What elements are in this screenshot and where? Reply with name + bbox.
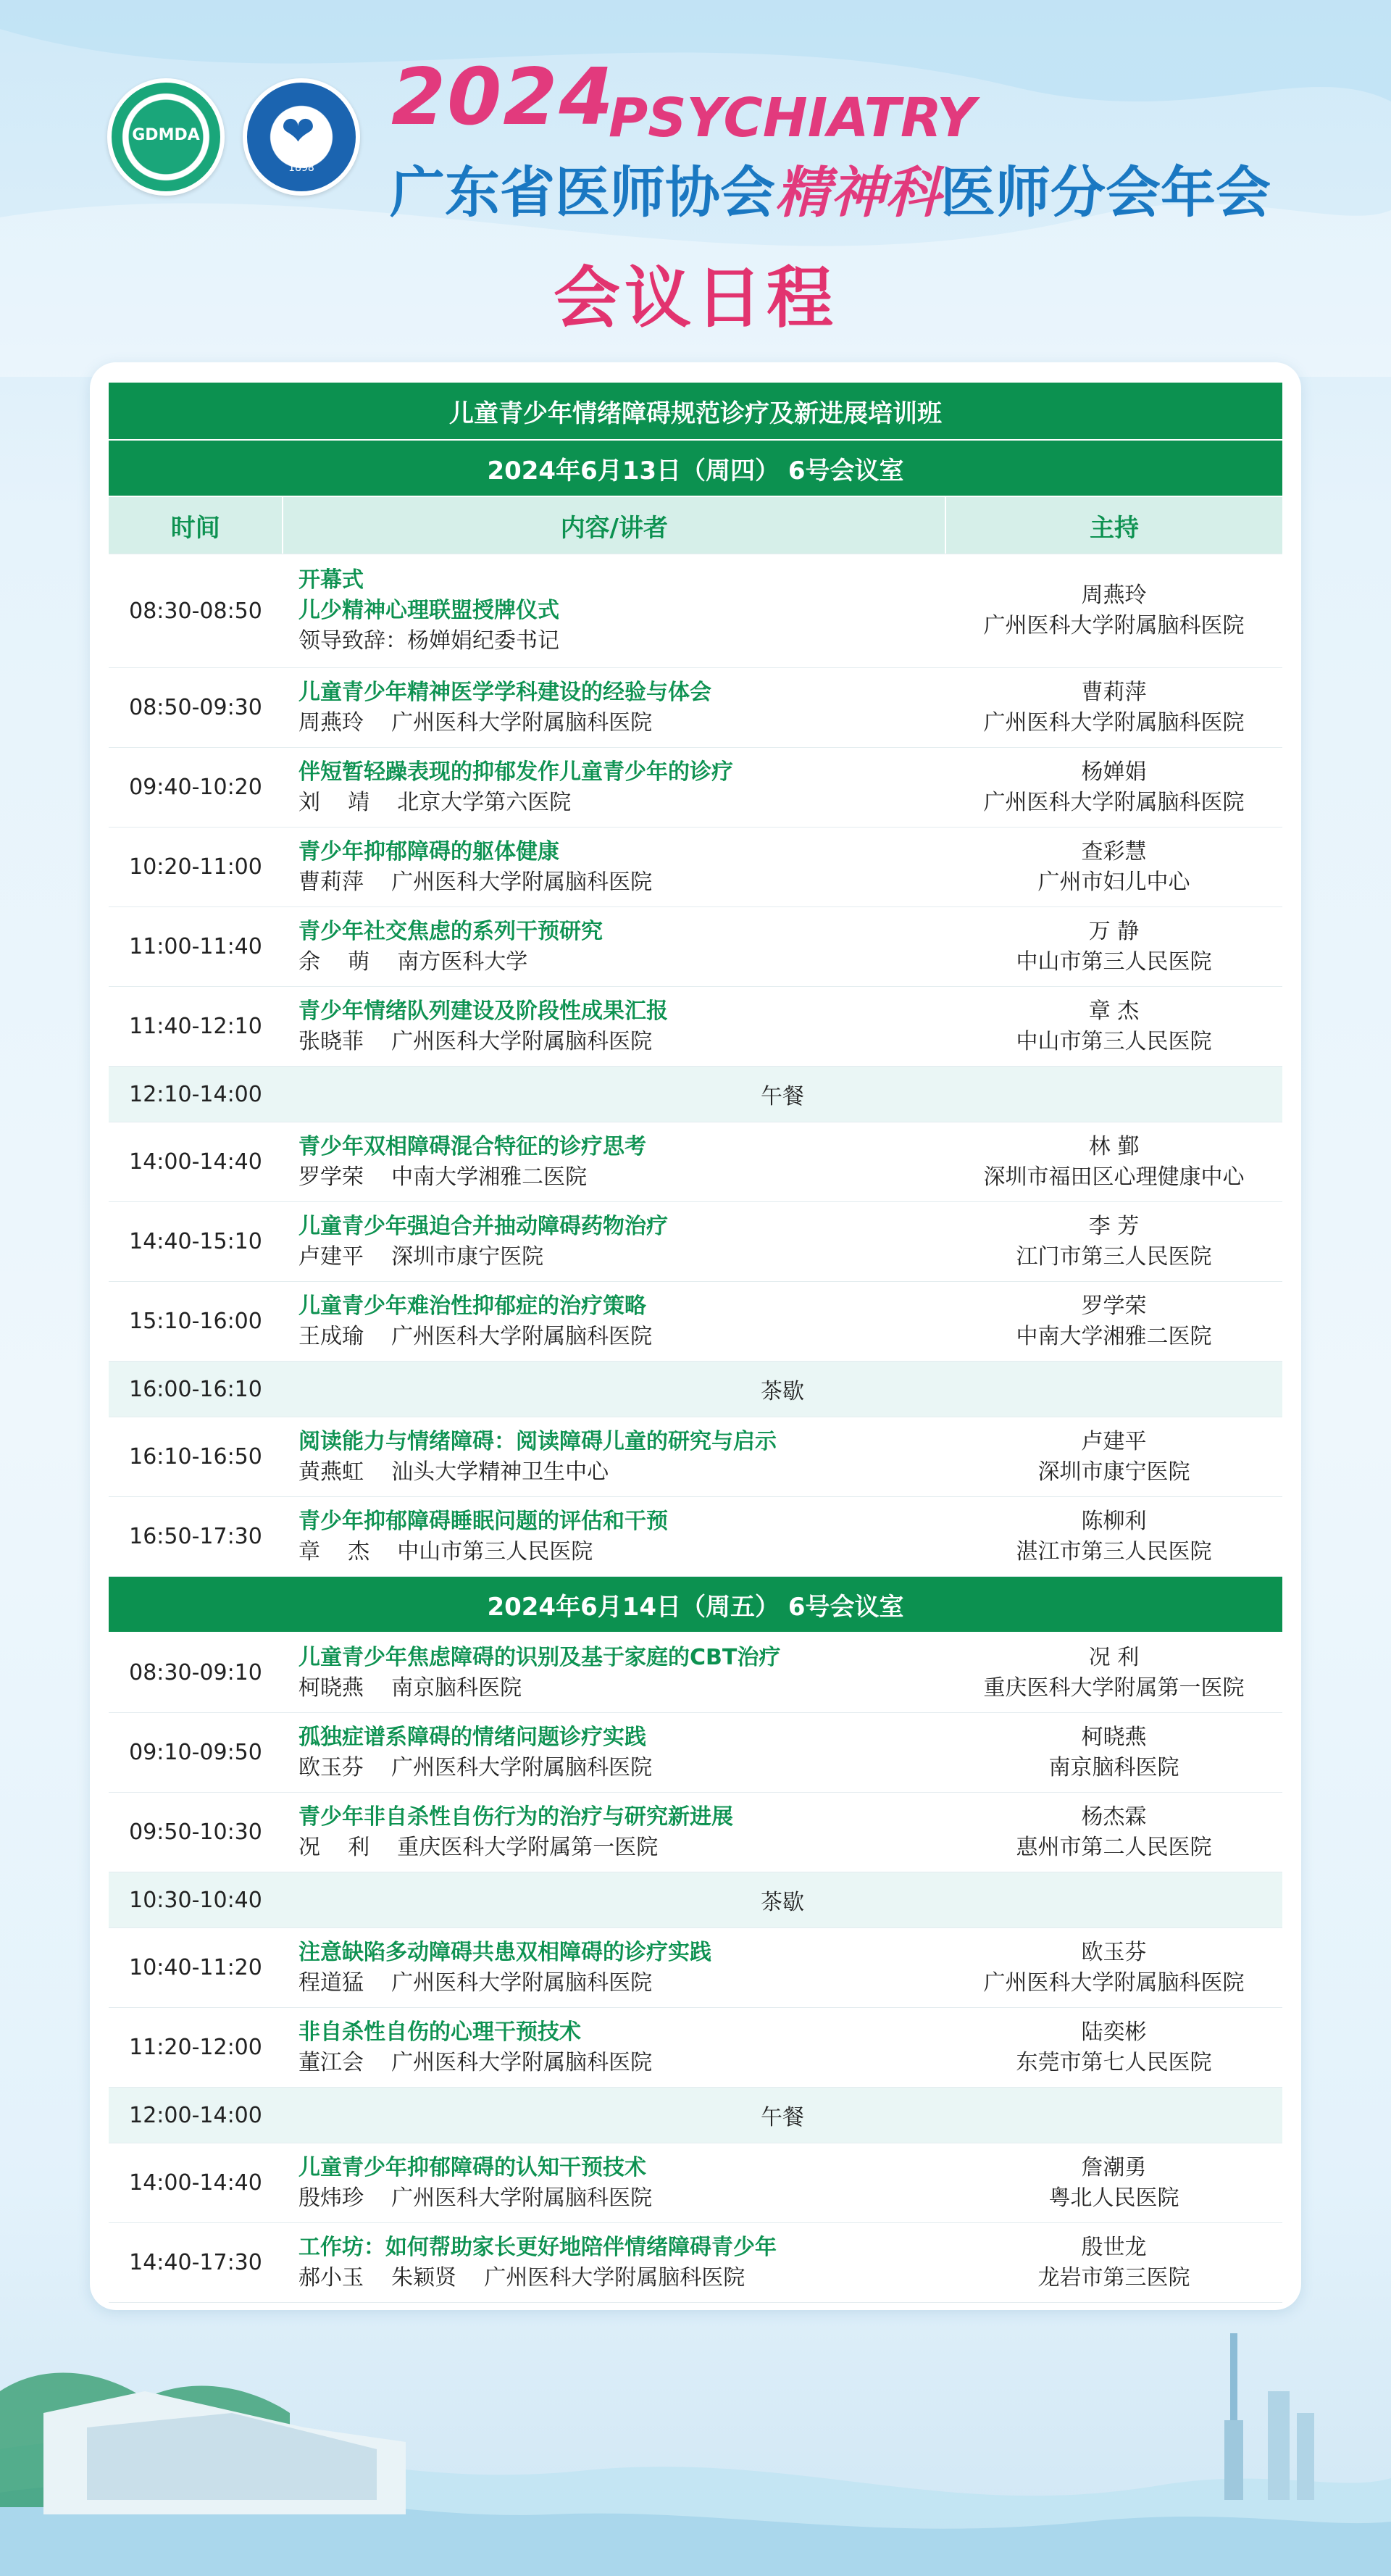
session-time: 09:50-10:30	[129, 1820, 262, 1845]
host-organization: 惠州市第二人民医院	[1016, 1834, 1212, 1860]
session-title: 阅读能力与情绪障碍：阅读障碍儿童的研究与启示	[298, 1428, 777, 1454]
host-organization: 广州医科大学附属脑科医院	[983, 613, 1245, 638]
host-name: 杨婵娟	[1081, 759, 1147, 785]
session-row	[109, 1417, 1282, 1497]
event-title-part2: 医师分会年会	[940, 160, 1271, 225]
break-label: 午餐	[761, 1084, 804, 1109]
session-title: 儿童青少年焦虑障碍的识别及基于家庭的CBT治疗	[298, 1644, 781, 1670]
break-row	[109, 1872, 1282, 1928]
session-row	[109, 1928, 1282, 2008]
session-time: 11:20-12:00	[129, 2035, 262, 2060]
session-time: 09:10-09:50	[129, 1740, 262, 1765]
session-host	[945, 554, 1282, 667]
column-header-host: 主持	[1090, 513, 1140, 543]
session-content	[283, 1793, 945, 1872]
session-host	[945, 907, 1282, 986]
column-header-topic: 内容/讲者	[282, 497, 946, 554]
session-time: 11:00-11:40	[129, 934, 262, 959]
page-subtitle: 会议日程	[553, 259, 837, 337]
session-row	[109, 907, 1282, 987]
session-title: 儿童青少年精神医学学科建设的经验与体会	[298, 679, 711, 705]
session-title: 注意缺陷多动障碍共患双相障碍的诊疗实践	[298, 1939, 711, 1965]
session-row	[109, 668, 1282, 748]
session-content	[283, 2223, 945, 2302]
session-time: 10:20-11:00	[129, 854, 262, 880]
day2-rows	[109, 1633, 1282, 2303]
break-row	[109, 2088, 1282, 2143]
break-row	[109, 1362, 1282, 1417]
session-host	[945, 748, 1282, 827]
host-organization: 龙岩市第三医院	[1037, 2264, 1190, 2291]
host-organization: 中山市第三人民医院	[1016, 949, 1212, 975]
host-name: 卢建平	[1081, 1428, 1147, 1454]
session-host	[945, 1282, 1282, 1361]
session-title: 非自杀性自伤的心理干预技术	[298, 2019, 581, 2045]
session-time: 08:50-09:30	[129, 695, 262, 720]
session-row	[109, 2143, 1282, 2223]
event-year: 2024	[391, 52, 615, 143]
host-organization: 中山市第三人民医院	[1016, 1028, 1212, 1054]
column-header-row	[109, 497, 1282, 554]
session-time: 08:30-09:10	[129, 1660, 262, 1685]
host-name: 陆奕彬	[1081, 2019, 1147, 2045]
session-host	[945, 1417, 1282, 1496]
host-name: 李 芳	[1088, 1213, 1140, 1239]
session-speaker: 殷炜珍 广州医科大学附属脑科医院	[298, 2185, 653, 2211]
session-time: 14:00-14:40	[129, 1149, 262, 1175]
session-time: 16:10-16:50	[129, 1444, 262, 1470]
session-title: 孤独症谱系障碍的情绪问题诊疗实践	[298, 1724, 646, 1750]
host-name: 曹莉萍	[1081, 679, 1147, 705]
hospital-logo	[243, 78, 360, 196]
session-host	[945, 2008, 1282, 2087]
host-name: 况 利	[1088, 1644, 1140, 1670]
gdmda-logo-text: GDMDA	[132, 126, 200, 144]
break-label: 茶歇	[761, 1890, 804, 1915]
event-title-part1: 广东省医师协会	[390, 160, 775, 225]
break-time: 16:00-16:10	[129, 1376, 262, 1402]
session-host	[945, 1202, 1282, 1281]
session-host	[945, 2143, 1282, 2222]
session-row	[109, 2008, 1282, 2088]
session-content	[283, 1202, 945, 1281]
session-speaker: 董江会 广州医科大学附属脑科医院	[298, 2049, 653, 2075]
heart-icon: ❤	[281, 108, 315, 155]
schedule-table	[109, 383, 1282, 2303]
break-label: 茶歇	[761, 1379, 804, 1404]
session-content	[283, 828, 945, 906]
host-organization: 重庆医科大学附属第一医院	[983, 1675, 1245, 1701]
session-row	[109, 1122, 1282, 1202]
day1-banner: 2024年6月13日（周四） 6号会议室	[109, 441, 1282, 497]
break-row	[109, 1067, 1282, 1122]
session-title: 开幕式	[298, 567, 364, 593]
host-organization: 广州医科大学附属脑科医院	[983, 1969, 1245, 1996]
session-content	[283, 2143, 945, 2222]
session-time: 09:40-10:20	[129, 775, 262, 800]
host-name: 林 鄞	[1088, 1133, 1140, 1159]
break-time: 12:00-14:00	[129, 2102, 262, 2128]
session-host	[945, 1713, 1282, 1792]
session-speaker: 章 杰 中山市第三人民医院	[298, 1538, 593, 1564]
session-host	[945, 668, 1282, 747]
host-organization: 江门市第三人民医院	[1016, 1243, 1212, 1270]
session-host	[945, 1633, 1282, 1712]
session-speaker: 罗学荣 中南大学湘雅二医院	[298, 1164, 588, 1190]
session-host	[945, 1497, 1282, 1576]
session-content	[283, 907, 945, 986]
session-content	[283, 748, 945, 827]
session-title: 伴短暂轻躁表现的抑郁发作儿童青少年的诊疗	[298, 759, 733, 785]
gdmda-logo	[107, 78, 225, 196]
session-row	[109, 1713, 1282, 1793]
session-content	[283, 554, 945, 667]
session-time: 08:30-08:50	[129, 598, 262, 624]
course-title-banner: 儿童青少年情绪障碍规范诊疗及新进展培训班	[109, 383, 1282, 441]
host-name: 周燕玲	[1081, 583, 1147, 608]
session-host	[945, 1928, 1282, 2007]
session-content	[283, 1713, 945, 1792]
session-row	[109, 1497, 1282, 1577]
host-name: 章 杰	[1088, 998, 1140, 1024]
session-host	[945, 987, 1282, 1066]
session-time: 11:40-12:10	[129, 1014, 262, 1039]
bottom-scenery	[0, 2304, 1391, 2576]
session-time: 14:40-15:10	[129, 1229, 262, 1254]
session-time: 15:10-16:00	[129, 1309, 262, 1334]
host-name: 詹潮勇	[1081, 2154, 1147, 2180]
session-host	[945, 2223, 1282, 2302]
break-time: 10:30-10:40	[129, 1887, 262, 1913]
session-row	[109, 1282, 1282, 1362]
session-speaker: 卢建平 深圳市康宁医院	[298, 1243, 544, 1270]
session-time: 10:40-11:20	[129, 1955, 262, 1980]
session-row	[109, 828, 1282, 907]
session-speaker: 程道猛 广州医科大学附属脑科医院	[298, 1969, 653, 1996]
session-time: 14:40-17:30	[129, 2250, 262, 2275]
host-organization: 中南大学湘雅二医院	[1016, 1323, 1212, 1349]
host-name: 陈柳利	[1081, 1508, 1147, 1534]
host-organization: 广州医科大学附属脑科医院	[983, 789, 1245, 815]
session-title: 青少年抑郁障碍睡眠问题的评估和干预	[298, 1508, 668, 1534]
session-content	[283, 1633, 945, 1712]
session-speaker: 余 萌 南方医科大学	[298, 949, 528, 975]
event-title-highlight: 精神科	[775, 160, 940, 225]
host-organization: 东莞市第七人民医院	[1016, 2049, 1212, 2075]
session-title: 儿少精神心理联盟授牌仪式	[298, 598, 559, 623]
session-content	[283, 987, 945, 1066]
session-host	[945, 1122, 1282, 1201]
session-speaker: 刘 靖 北京大学第六医院	[298, 789, 572, 815]
session-row	[109, 1633, 1282, 1713]
session-content	[283, 1282, 945, 1361]
session-speaker: 况 利 重庆医科大学附属第一医院	[298, 1834, 659, 1860]
session-row	[109, 987, 1282, 1067]
session-host	[945, 1793, 1282, 1872]
host-organization: 深圳市康宁医院	[1037, 1459, 1190, 1485]
host-name: 欧玉芬	[1081, 1939, 1147, 1965]
session-content	[283, 1928, 945, 2007]
session-speaker: 周燕玲 广州医科大学附属脑科医院	[298, 709, 653, 735]
session-row	[109, 2223, 1282, 2303]
session-title: 儿童青少年抑郁障碍的认知干预技术	[298, 2154, 646, 2180]
session-speaker: 郝小玉 朱颖贤 广州医科大学附属脑科医院	[298, 2264, 745, 2291]
session-host	[945, 828, 1282, 906]
host-organization: 粤北人民医院	[1048, 2185, 1179, 2211]
host-organization: 广州医科大学附属脑科医院	[983, 709, 1245, 735]
session-speaker: 曹莉萍 广州医科大学附属脑科医院	[298, 869, 653, 895]
session-content	[283, 1122, 945, 1201]
host-organization: 广州市妇儿中心	[1037, 869, 1190, 895]
session-title: 青少年抑郁障碍的躯体健康	[298, 838, 559, 864]
day2-banner: 2024年6月14日（周五） 6号会议室	[109, 1577, 1282, 1633]
column-header-time: 时间	[170, 513, 220, 543]
session-title: 儿童青少年难治性抑郁症的治疗策略	[298, 1293, 646, 1319]
session-speaker: 欧玉芬 广州医科大学附属脑科医院	[298, 1754, 653, 1780]
session-row	[109, 1202, 1282, 1282]
host-name: 殷世龙	[1081, 2234, 1147, 2260]
session-content	[283, 668, 945, 747]
event-title	[390, 149, 1271, 228]
session-content	[283, 1497, 945, 1576]
break-time: 12:10-14:00	[129, 1081, 262, 1107]
session-speaker: 领导致辞：杨婵娟纪委书记	[298, 628, 559, 654]
break-label: 午餐	[761, 2105, 804, 2130]
host-name: 查彩慧	[1081, 838, 1147, 864]
host-name: 杨杰霖	[1081, 1804, 1147, 1830]
session-row	[109, 554, 1282, 668]
event-english-title: PSYCHIATRY	[609, 87, 976, 149]
hospital-logo-year: 1898	[288, 162, 314, 174]
day1-rows	[109, 554, 1282, 1577]
session-time: 14:00-14:40	[129, 2170, 262, 2196]
session-content	[283, 2008, 945, 2087]
session-title: 青少年情绪队列建设及阶段性成果汇报	[298, 998, 668, 1024]
host-organization: 湛江市第三人民医院	[1016, 1538, 1212, 1564]
session-speaker: 黄燕虹 汕头大学精神卫生中心	[298, 1459, 609, 1485]
session-title: 儿童青少年强迫合并抽动障碍药物治疗	[298, 1213, 668, 1239]
session-title: 青少年双相障碍混合特征的诊疗思考	[298, 1133, 646, 1159]
session-speaker: 柯晓燕 南京脑科医院	[298, 1675, 522, 1701]
host-name: 万 静	[1088, 918, 1140, 944]
host-organization: 深圳市福田区心理健康中心	[983, 1164, 1245, 1190]
session-title: 青少年社交焦虑的系列干预研究	[298, 918, 603, 944]
host-organization: 南京脑科医院	[1048, 1754, 1179, 1780]
session-speaker: 王成瑜 广州医科大学附属脑科医院	[298, 1323, 653, 1349]
session-row	[109, 748, 1282, 828]
host-name: 罗学荣	[1081, 1293, 1147, 1319]
host-name: 柯晓燕	[1081, 1724, 1147, 1750]
session-time: 16:50-17:30	[129, 1524, 262, 1549]
session-row	[109, 1793, 1282, 1872]
session-speaker: 张晓菲 广州医科大学附属脑科医院	[298, 1028, 653, 1054]
session-content	[283, 1417, 945, 1496]
session-title: 工作坊：如何帮助家长更好地陪伴情绪障碍青少年	[298, 2234, 777, 2260]
session-title: 青少年非自杀性自伤行为的治疗与研究新进展	[298, 1804, 733, 1830]
